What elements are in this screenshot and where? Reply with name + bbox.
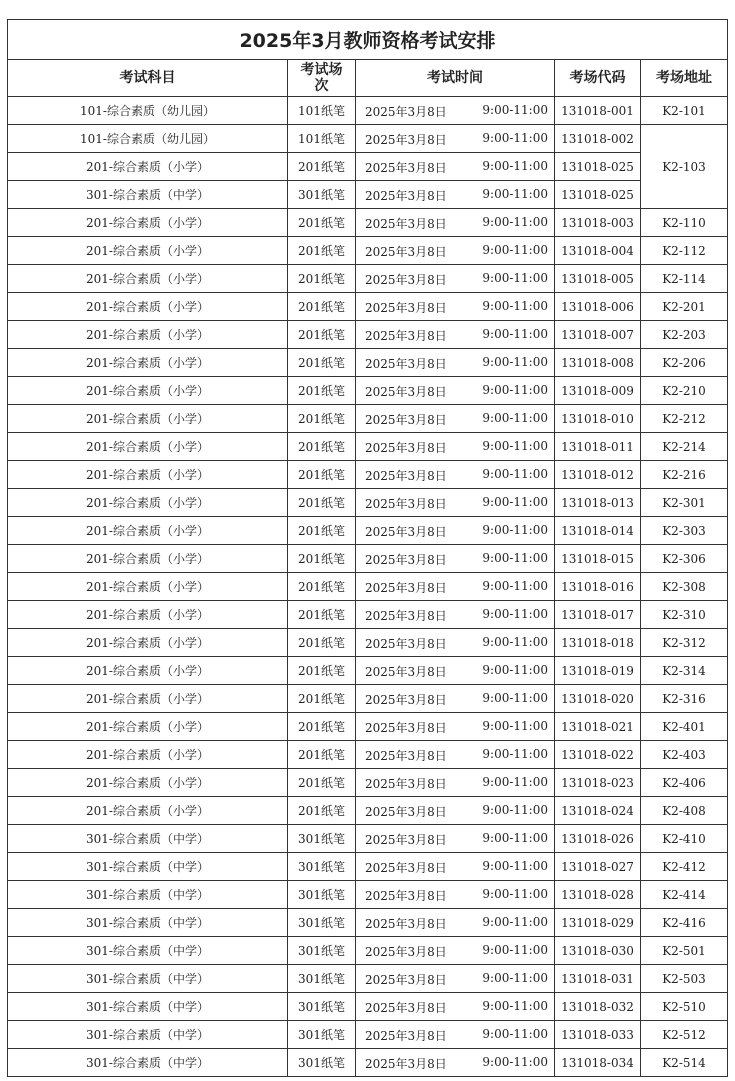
session-cell: 201纸笔 [288,265,356,293]
subject-cell: 301-综合素质（中学） [8,1049,288,1077]
session-cell: 201纸笔 [288,349,356,377]
datetime-cell [356,545,555,573]
datetime-cell [356,209,555,237]
datetime-cell [356,573,555,601]
exam-time: 9:00-11:00 [482,271,548,285]
table-row [8,237,728,265]
table-row [8,433,728,461]
exam-time: 9:00-11:00 [482,691,548,705]
subject-cell: 201-综合素质（小学） [8,769,288,797]
datetime-cell [356,265,555,293]
datetime-cell [356,153,555,181]
datetime-cell [356,1021,555,1049]
exam-date: 2025年3月8日 [365,693,447,707]
address-cell: K2-214 [641,433,728,461]
exam-date: 2025年3月8日 [365,581,447,595]
subject-cell: 201-综合素质（小学） [8,461,288,489]
subject-cell: 201-综合素质（小学） [8,489,288,517]
table-row [8,993,728,1021]
header-subject: 考试科目 [8,60,288,97]
session-cell: 201纸笔 [288,209,356,237]
subject-cell: 201-综合素质（小学） [8,209,288,237]
address-cell: K2-306 [641,545,728,573]
session-cell: 201纸笔 [288,685,356,713]
session-cell: 301纸笔 [288,881,356,909]
exam-date: 2025年3月8日 [365,889,447,903]
exam-time: 9:00-11:00 [482,495,548,509]
session-cell: 301纸笔 [288,965,356,993]
session-cell: 301纸笔 [288,909,356,937]
exam-date: 2025年3月8日 [365,413,447,427]
table-row [8,349,728,377]
address-cell: K2-206 [641,349,728,377]
address-cell: K2-212 [641,405,728,433]
exam-time: 9:00-11:00 [482,971,548,985]
room-code-cell: 131018-015 [555,545,641,573]
address-cell: K2-314 [641,657,728,685]
room-code-cell: 131018-016 [555,573,641,601]
exam-date: 2025年3月8日 [365,245,447,259]
address-cell: K2-308 [641,573,728,601]
session-cell: 201纸笔 [288,293,356,321]
room-code-cell: 131018-029 [555,909,641,937]
room-code-cell: 131018-022 [555,741,641,769]
address-cell: K2-101 [641,97,728,125]
subject-cell: 201-综合素质（小学） [8,741,288,769]
address-cell: K2-112 [641,237,728,265]
table-row [8,321,728,349]
subject-cell: 201-综合素质（小学） [8,685,288,713]
subject-cell: 201-综合素质（小学） [8,293,288,321]
datetime-cell [356,237,555,265]
address-cell: K2-110 [641,209,728,237]
address-cell: K2-403 [641,741,728,769]
datetime-cell [356,1049,555,1077]
exam-date: 2025年3月8日 [365,273,447,287]
table-row [8,489,728,517]
subject-cell: 201-综合素质（小学） [8,349,288,377]
exam-date: 2025年3月8日 [365,105,447,119]
room-code-cell: 131018-002 [555,125,641,153]
table-row [8,937,728,965]
datetime-cell [356,741,555,769]
exam-date: 2025年3月8日 [365,357,447,371]
exam-date: 2025年3月8日 [365,329,447,343]
subject-cell: 201-综合素质（小学） [8,629,288,657]
session-cell: 201纸笔 [288,657,356,685]
table-row [8,741,728,769]
session-cell: 301纸笔 [288,853,356,881]
exam-date: 2025年3月8日 [365,441,447,455]
session-cell: 201纸笔 [288,741,356,769]
session-cell: 201纸笔 [288,601,356,629]
session-cell: 301纸笔 [288,1049,356,1077]
subject-cell: 301-综合素质（中学） [8,1021,288,1049]
session-cell: 201纸笔 [288,461,356,489]
exam-time: 9:00-11:00 [482,383,548,397]
datetime-cell [356,517,555,545]
exam-date: 2025年3月8日 [365,189,447,203]
exam-date: 2025年3月8日 [365,973,447,987]
session-cell: 201纸笔 [288,573,356,601]
session-cell: 201纸笔 [288,489,356,517]
datetime-cell [356,685,555,713]
datetime-cell [356,629,555,657]
table-row [8,909,728,937]
session-cell: 201纸笔 [288,377,356,405]
room-code-cell: 131018-008 [555,349,641,377]
table-row [8,573,728,601]
exam-time: 9:00-11:00 [482,719,548,733]
room-code-cell: 131018-024 [555,797,641,825]
address-cell: K2-312 [641,629,728,657]
session-cell: 201纸笔 [288,713,356,741]
exam-schedule-table [7,19,728,1077]
exam-date: 2025年3月8日 [365,133,447,147]
address-cell: K2-310 [641,601,728,629]
session-cell: 201纸笔 [288,769,356,797]
subject-cell: 201-综合素质（小学） [8,713,288,741]
room-code-cell: 131018-009 [555,377,641,405]
header-row [8,60,728,97]
datetime-cell [356,377,555,405]
session-cell: 201纸笔 [288,517,356,545]
address-cell: K2-501 [641,937,728,965]
table-row [8,125,728,153]
datetime-cell [356,405,555,433]
session-cell: 201纸笔 [288,153,356,181]
header-address: 考场地址 [641,60,728,97]
exam-time: 9:00-11:00 [482,579,548,593]
datetime-cell [356,489,555,517]
exam-date: 2025年3月8日 [365,1029,447,1043]
exam-date: 2025年3月8日 [365,1057,447,1071]
datetime-cell [356,853,555,881]
session-cell: 201纸笔 [288,321,356,349]
datetime-cell [356,97,555,125]
datetime-cell [356,293,555,321]
exam-time: 9:00-11:00 [482,327,548,341]
header-session [288,60,356,97]
address-cell: K2-510 [641,993,728,1021]
exam-date: 2025年3月8日 [365,833,447,847]
subject-cell: 201-综合素质（小学） [8,433,288,461]
exam-time: 9:00-11:00 [482,831,548,845]
exam-time: 9:00-11:00 [482,1055,548,1069]
exam-time: 9:00-11:00 [482,215,548,229]
exam-date: 2025年3月8日 [365,945,447,959]
room-code-cell: 131018-020 [555,685,641,713]
address-cell: K2-412 [641,853,728,881]
room-code-cell: 131018-004 [555,237,641,265]
session-cell: 301纸笔 [288,825,356,853]
address-cell: K2-301 [641,489,728,517]
table-row [8,657,728,685]
subject-cell: 101-综合素质（幼儿园） [8,125,288,153]
datetime-cell [356,181,555,209]
room-code-cell: 131018-003 [555,209,641,237]
session-cell: 301纸笔 [288,993,356,1021]
exam-date: 2025年3月8日 [365,749,447,763]
room-code-cell: 131018-017 [555,601,641,629]
datetime-cell [356,713,555,741]
exam-time: 9:00-11:00 [482,915,548,929]
address-cell: K2-503 [641,965,728,993]
room-code-cell: 131018-001 [555,97,641,125]
room-code-cell: 131018-014 [555,517,641,545]
datetime-cell [356,797,555,825]
exam-time: 9:00-11:00 [482,943,548,957]
exam-time: 9:00-11:00 [482,299,548,313]
exam-date: 2025年3月8日 [365,497,447,511]
room-code-cell: 131018-023 [555,769,641,797]
exam-date: 2025年3月8日 [365,861,447,875]
exam-time: 9:00-11:00 [482,439,548,453]
table-row [8,769,728,797]
table-row [8,965,728,993]
datetime-cell [356,349,555,377]
address-cell: K2-114 [641,265,728,293]
exam-time: 9:00-11:00 [482,607,548,621]
datetime-cell [356,993,555,1021]
exam-date: 2025年3月8日 [365,637,447,651]
table-row [8,685,728,713]
subject-cell: 301-综合素质（中学） [8,993,288,1021]
header-session-label: 考试场次 [300,62,343,94]
exam-date: 2025年3月8日 [365,217,447,231]
datetime-cell [356,461,555,489]
address-cell: K2-201 [641,293,728,321]
session-cell: 201纸笔 [288,629,356,657]
table-row [8,629,728,657]
room-code-cell: 131018-018 [555,629,641,657]
address-cell: K2-512 [641,1021,728,1049]
exam-time: 9:00-11:00 [482,803,548,817]
table-row [8,853,728,881]
table-row [8,1049,728,1077]
room-code-cell: 131018-027 [555,853,641,881]
room-code-cell: 131018-012 [555,461,641,489]
table-row [8,713,728,741]
table-row [8,181,728,209]
exam-time: 9:00-11:00 [482,243,548,257]
subject-cell: 201-综合素质（小学） [8,153,288,181]
session-cell: 101纸笔 [288,125,356,153]
subject-cell: 201-综合素质（小学） [8,797,288,825]
exam-time: 9:00-11:00 [482,747,548,761]
table-row [8,153,728,181]
room-code-cell: 131018-031 [555,965,641,993]
room-code-cell: 131018-025 [555,181,641,209]
table-row [8,97,728,125]
table-row [8,377,728,405]
subject-cell: 301-综合素质（中学） [8,825,288,853]
session-cell: 201纸笔 [288,545,356,573]
subject-cell: 201-综合素质（小学） [8,545,288,573]
exam-date: 2025年3月8日 [365,553,447,567]
subject-cell: 201-综合素质（小学） [8,377,288,405]
table-row [8,461,728,489]
exam-date: 2025年3月8日 [365,609,447,623]
subject-cell: 301-综合素质（中学） [8,881,288,909]
room-code-cell: 131018-030 [555,937,641,965]
address-cell: K2-408 [641,797,728,825]
exam-date: 2025年3月8日 [365,469,447,483]
table-row [8,881,728,909]
session-cell: 201纸笔 [288,433,356,461]
address-cell: K2-216 [641,461,728,489]
address-cell: K2-514 [641,1049,728,1077]
exam-time: 9:00-11:00 [482,999,548,1013]
exam-date: 2025年3月8日 [365,385,447,399]
session-cell: 201纸笔 [288,797,356,825]
table-row [8,545,728,573]
datetime-cell [356,965,555,993]
subject-cell: 201-综合素质（小学） [8,237,288,265]
exam-time: 9:00-11:00 [482,467,548,481]
datetime-cell [356,601,555,629]
subject-cell: 201-综合素质（小学） [8,573,288,601]
session-cell: 101纸笔 [288,97,356,125]
subject-cell: 201-综合素质（小学） [8,517,288,545]
table-row [8,265,728,293]
exam-time: 9:00-11:00 [482,635,548,649]
datetime-cell [356,909,555,937]
page-title: 2025年3月教师资格考试安排 [8,20,728,60]
table-row [8,825,728,853]
exam-date: 2025年3月8日 [365,161,447,175]
room-code-cell: 131018-021 [555,713,641,741]
subject-cell: 201-综合素质（小学） [8,657,288,685]
exam-time: 9:00-11:00 [482,411,548,425]
session-cell: 301纸笔 [288,1021,356,1049]
table-row [8,293,728,321]
subject-cell: 301-综合素质（中学） [8,937,288,965]
exam-time: 9:00-11:00 [482,159,548,173]
exam-time: 9:00-11:00 [482,103,548,117]
subject-cell: 101-综合素质（幼儿园） [8,97,288,125]
subject-cell: 301-综合素质（中学） [8,909,288,937]
subject-cell: 201-综合素质（小学） [8,265,288,293]
exam-time: 9:00-11:00 [482,131,548,145]
exam-date: 2025年3月8日 [365,777,447,791]
address-cell: K2-316 [641,685,728,713]
subject-cell: 301-综合素质（中学） [8,181,288,209]
room-code-cell: 131018-025 [555,153,641,181]
header-time: 考试时间 [356,60,555,97]
exam-time: 9:00-11:00 [482,355,548,369]
exam-date: 2025年3月8日 [365,721,447,735]
exam-date: 2025年3月8日 [365,917,447,931]
datetime-cell [356,125,555,153]
address-cell: K2-203 [641,321,728,349]
room-code-cell: 131018-013 [555,489,641,517]
datetime-cell [356,881,555,909]
exam-time: 9:00-11:00 [482,775,548,789]
exam-time: 9:00-11:00 [482,1027,548,1041]
address-cell: K2-416 [641,909,728,937]
address-cell: K2-303 [641,517,728,545]
room-code-cell: 131018-033 [555,1021,641,1049]
subject-cell: 301-综合素质（中学） [8,965,288,993]
exam-schedule-sheet [7,19,727,1077]
subject-cell: 301-综合素质（中学） [8,853,288,881]
session-cell: 201纸笔 [288,405,356,433]
datetime-cell [356,769,555,797]
datetime-cell [356,657,555,685]
address-cell: K2-401 [641,713,728,741]
exam-time: 9:00-11:00 [482,887,548,901]
datetime-cell [356,321,555,349]
address-cell: K2-406 [641,769,728,797]
table-row [8,405,728,433]
subject-cell: 201-综合素质（小学） [8,601,288,629]
datetime-cell [356,433,555,461]
exam-date: 2025年3月8日 [365,805,447,819]
address-cell: K2-414 [641,881,728,909]
exam-time: 9:00-11:00 [482,859,548,873]
subject-cell: 201-综合素质（小学） [8,321,288,349]
table-row [8,1021,728,1049]
exam-time: 9:00-11:00 [482,187,548,201]
datetime-cell [356,825,555,853]
address-cell: K2-103 [641,125,728,209]
exam-date: 2025年3月8日 [365,525,447,539]
room-code-cell: 131018-007 [555,321,641,349]
room-code-cell: 131018-026 [555,825,641,853]
session-cell: 301纸笔 [288,181,356,209]
address-cell: K2-410 [641,825,728,853]
address-cell: K2-210 [641,377,728,405]
exam-time: 9:00-11:00 [482,551,548,565]
exam-date: 2025年3月8日 [365,301,447,315]
room-code-cell: 131018-019 [555,657,641,685]
exam-time: 9:00-11:00 [482,663,548,677]
exam-time: 9:00-11:00 [482,523,548,537]
table-row [8,209,728,237]
exam-date: 2025年3月8日 [365,665,447,679]
session-cell: 201纸笔 [288,237,356,265]
room-code-cell: 131018-032 [555,993,641,1021]
exam-date: 2025年3月8日 [365,1001,447,1015]
subject-cell: 201-综合素质（小学） [8,405,288,433]
room-code-cell: 131018-011 [555,433,641,461]
room-code-cell: 131018-005 [555,265,641,293]
room-code-cell: 131018-006 [555,293,641,321]
header-room-code: 考场代码 [555,60,641,97]
session-cell: 301纸笔 [288,937,356,965]
room-code-cell: 131018-034 [555,1049,641,1077]
room-code-cell: 131018-028 [555,881,641,909]
table-row [8,601,728,629]
table-row [8,797,728,825]
room-code-cell: 131018-010 [555,405,641,433]
table-row [8,517,728,545]
datetime-cell [356,937,555,965]
